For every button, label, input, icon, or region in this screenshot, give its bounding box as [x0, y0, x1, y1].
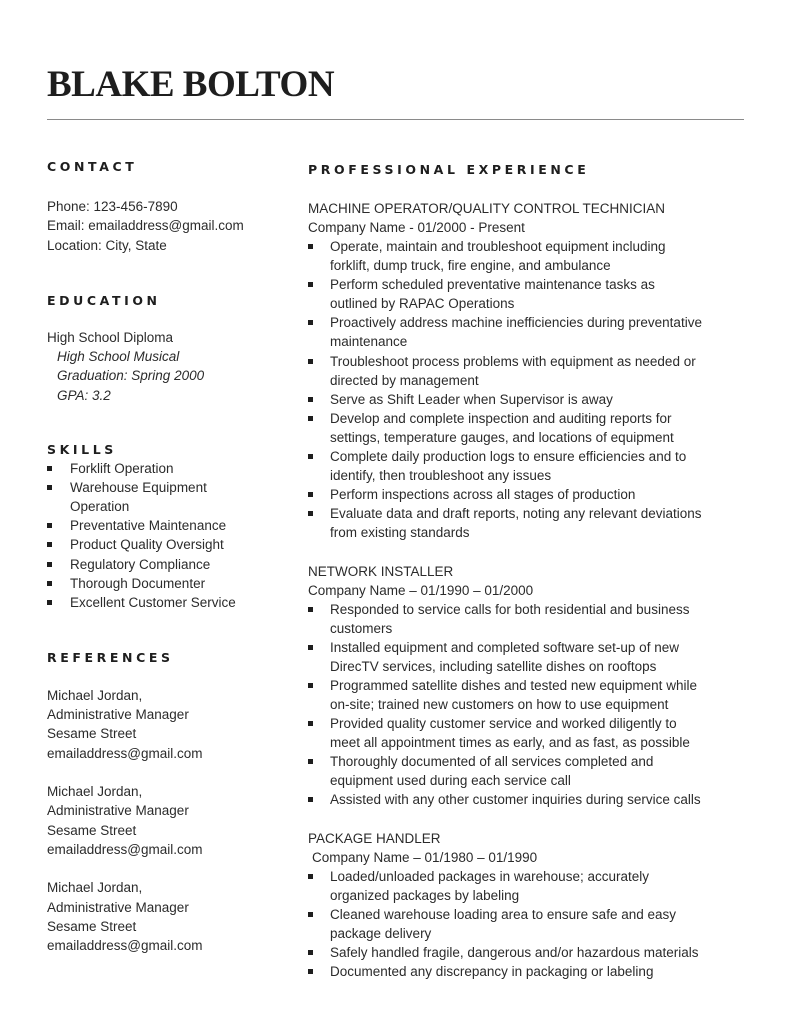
bullet-icon: [308, 416, 313, 421]
job-entry: [308, 199, 768, 543]
job-duty: [308, 905, 768, 943]
experience-heading: PROFESSIONAL EXPERIENCE: [308, 162, 590, 177]
bullet-icon: [308, 511, 313, 516]
bullet-text: Assisted with any other customer inquiries during service calls: [330, 792, 701, 808]
job-title: MACHINE OPERATOR/QUALITY CONTROL TECHNICIAN: [308, 201, 666, 216]
bullet-text: Evaluate data and draft reports, noting any relevant deviations: [330, 506, 702, 522]
job-duty: [308, 409, 768, 447]
reference-company: Sesame Street: [47, 726, 137, 742]
reference-entry: [47, 878, 292, 955]
bullet-text: Cleaned warehouse loading area to ensure safe and easy: [330, 906, 676, 922]
job-duty: [308, 600, 768, 638]
bullet-icon: [47, 523, 52, 528]
references-list: [47, 686, 292, 956]
job-duty: [308, 962, 768, 981]
bullet-text: Documented any discrepancy in packaging or labeling: [330, 964, 654, 979]
skills-heading: SKILLS: [47, 442, 117, 458]
header-divider: [47, 119, 744, 120]
bullet-text: Responded to service calls for both residential and business: [330, 601, 690, 617]
skills-section: [47, 441, 292, 612]
first-name: BLAKE: [47, 64, 175, 105]
bullet-text: Forklift Operation: [70, 461, 174, 477]
bullet-text: Proactively address machine inefficiencies during preventative: [330, 315, 702, 331]
skills-list: [47, 459, 292, 612]
bullet-text: Serve as Shift Leader when Supervisor is away: [330, 391, 613, 407]
references-section: [47, 649, 292, 956]
job-duty: [308, 638, 768, 676]
jobs-list: [308, 199, 768, 981]
bullet-icon: [308, 912, 313, 917]
education-school: High School Musical: [57, 349, 180, 365]
bullet-text: outlined by RAPAC Operations: [330, 296, 515, 312]
skill-item: [47, 459, 292, 478]
bullet-text: Product Quality Oversight: [70, 537, 224, 553]
bullet-icon: [308, 454, 313, 459]
bullet-text: Loaded/unloaded packages in warehouse; accurately: [330, 868, 649, 884]
bullet-text: organized packages by labeling: [330, 887, 520, 903]
reference-name: Michael Jordan,: [47, 687, 143, 703]
reference-email: emailaddress@gmail.com: [47, 745, 203, 761]
job-duty: [308, 313, 768, 351]
bullet-text: Regulatory Compliance: [70, 556, 211, 572]
reference-title: Administrative Manager: [47, 803, 189, 819]
bullet-icon: [47, 542, 52, 547]
contact-section: [47, 158, 292, 255]
bullet-icon: [308, 359, 313, 364]
contact-email: Email: emailaddress@gmail.com: [47, 218, 244, 234]
bullet-icon: [308, 397, 313, 402]
reference-name: Michael Jordan,: [47, 880, 143, 896]
contact-phone: Phone: 123-456-7890: [47, 199, 178, 214]
bullet-icon: [308, 950, 313, 955]
last-name: BOLTON: [182, 64, 335, 105]
job-title: PACKAGE HANDLER: [308, 830, 441, 846]
bullet-text: Programmed satellite dishes and tested new equipment while: [330, 677, 697, 693]
job-entry: [308, 562, 768, 810]
bullet-icon: [308, 282, 313, 287]
job-duty: [308, 485, 768, 504]
bullet-icon: [47, 562, 52, 567]
reference-entry: [47, 782, 292, 859]
contact-location: Location: City, State: [47, 237, 167, 253]
bullet-icon: [308, 874, 313, 879]
reference-company: Sesame Street: [47, 822, 137, 838]
skill-item: [47, 574, 292, 593]
job-duty: [308, 275, 768, 313]
education-degree: High School Diploma: [47, 329, 174, 345]
left-column: [47, 158, 292, 955]
bullet-icon: [47, 466, 52, 471]
bullet-icon: [47, 600, 52, 605]
job-duty: [308, 943, 768, 962]
bullet-icon: [47, 581, 52, 586]
bullet-icon: [308, 244, 313, 249]
bullet-text: Complete daily production logs to ensure efficiencies and to: [330, 449, 687, 465]
job-duty: [308, 390, 768, 409]
job-company: Company Name – 01/1980 – 01/1990: [312, 849, 538, 865]
bullet-text: Provided quality customer service and worked diligently to: [330, 716, 677, 732]
job-duties: [308, 867, 768, 982]
bullet-icon: [308, 320, 313, 325]
candidate-name: [47, 62, 334, 108]
job-duty: [308, 352, 768, 390]
reference-email: emailaddress@gmail.com: [47, 938, 203, 954]
job-duty: [308, 752, 768, 790]
bullet-text: DirecTV services, including satellite dishes on rooftops: [330, 658, 657, 674]
bullet-text: Operate, maintain and troubleshoot equipment including: [330, 239, 666, 254]
skill-item: [47, 516, 292, 535]
bullet-text: equipment used during each service call: [330, 773, 571, 789]
job-duties: [308, 237, 768, 543]
reference-title: Administrative Manager: [47, 707, 189, 723]
bullet-text: Operation: [70, 499, 130, 515]
bullet-text: Thoroughly documented of all services completed and: [330, 754, 654, 770]
bullet-text: settings, temperature gauges, and locations of equipment: [330, 429, 674, 445]
bullet-text: Preventative Maintenance: [70, 518, 227, 534]
bullet-icon: [308, 797, 313, 802]
education-gpa: GPA: 3.2: [57, 387, 111, 403]
skill-item: [47, 555, 292, 574]
bullet-text: forklift, dump truck, fire engine, and ambulance: [330, 258, 611, 274]
bullet-text: on-site; trained new customers on how to use equipment: [330, 696, 669, 712]
bullet-text: Troubleshoot process problems with equipment as needed or: [330, 353, 696, 369]
job-entry: [308, 829, 768, 982]
bullet-text: Develop and complete inspection and auditing reports for: [330, 410, 672, 426]
references-heading: REFERENCES: [47, 649, 174, 665]
bullet-text: Perform scheduled preventative maintenance tasks as: [330, 277, 655, 293]
reference-name: Michael Jordan,: [47, 784, 143, 800]
job-duty: [308, 237, 768, 275]
bullet-icon: [308, 492, 313, 497]
bullet-text: customers: [330, 620, 393, 636]
bullet-text: from existing standards: [330, 525, 470, 541]
skill-item: [47, 593, 292, 612]
job-duty: [308, 790, 768, 809]
education-section: [47, 292, 292, 405]
job-company: Company Name – 01/1990 – 01/2000: [308, 582, 534, 598]
bullet-text: Perform inspections across all stages of production: [330, 487, 636, 503]
bullet-text: Safely handled fragile, dangerous and/or hazardous materials: [330, 944, 699, 960]
skill-item: [47, 478, 292, 516]
bullet-icon: [308, 969, 313, 974]
bullet-text: Installed equipment and completed software set-up of new: [330, 639, 679, 655]
reference-email: emailaddress@gmail.com: [47, 841, 203, 857]
bullet-icon: [47, 485, 52, 490]
bullet-text: directed by management: [330, 372, 479, 388]
bullet-icon: [308, 759, 313, 764]
bullet-icon: [308, 645, 313, 650]
contact-heading: CONTACT: [47, 159, 138, 174]
bullet-text: Warehouse Equipment: [70, 480, 207, 496]
reference-company: Sesame Street: [47, 918, 137, 934]
bullet-text: meet all appointment times as early, and as fast, as possible: [330, 735, 690, 751]
bullet-icon: [308, 683, 313, 688]
bullet-text: package delivery: [330, 925, 432, 941]
job-duty: [308, 714, 768, 752]
job-duty: [308, 676, 768, 714]
reference-entry: [47, 686, 292, 763]
bullet-icon: [308, 721, 313, 726]
education-heading: EDUCATION: [47, 292, 161, 308]
bullet-text: identify, then troubleshoot any issues: [330, 468, 552, 484]
education-graduation: Graduation: Spring 2000: [57, 368, 205, 384]
bullet-text: Thorough Documenter: [70, 575, 206, 591]
bullet-text: maintenance: [330, 334, 408, 350]
job-duty: [308, 867, 768, 905]
job-duty: [308, 447, 768, 485]
skill-item: [47, 535, 292, 554]
bullet-icon: [308, 607, 313, 612]
job-duties: [308, 600, 768, 810]
job-duty: [308, 504, 768, 542]
job-title: NETWORK INSTALLER: [308, 563, 454, 579]
right-column: [308, 161, 768, 981]
job-company: Company Name - 01/2000 - Present: [308, 220, 525, 235]
reference-title: Administrative Manager: [47, 899, 189, 915]
bullet-text: Excellent Customer Service: [70, 594, 236, 610]
